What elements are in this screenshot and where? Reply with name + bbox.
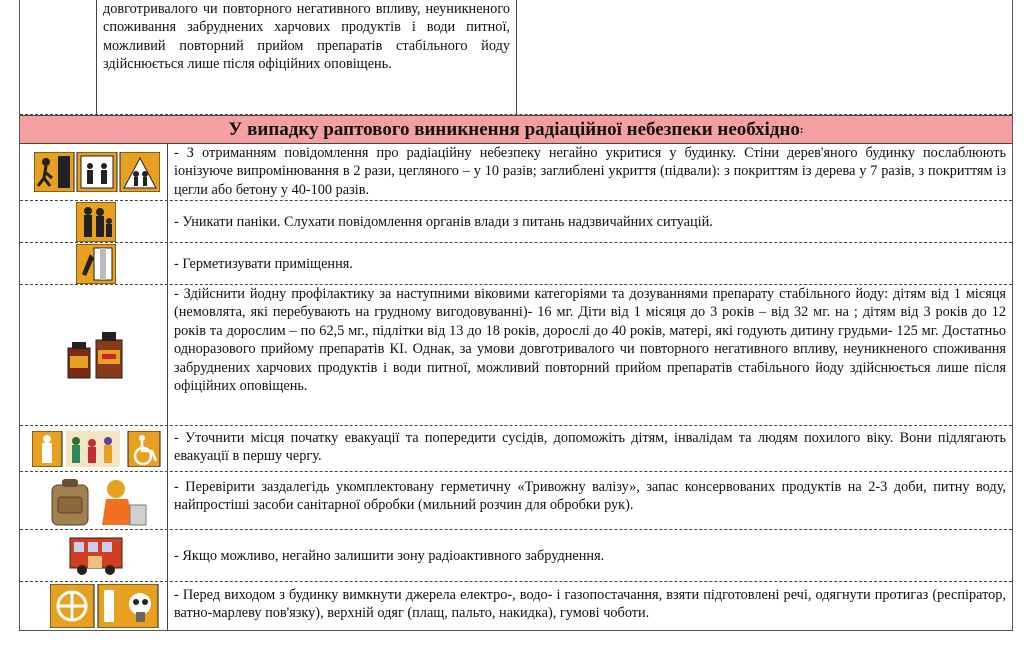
- shelter-icon: [34, 152, 160, 192]
- backpack-icon: [50, 475, 150, 527]
- top-continuation-row: [20, 0, 1012, 115]
- instruction-text: - Якщо можливо, негайно залишити зону радіоактивного забруднення.: [174, 548, 605, 564]
- instruction-text: - Уникати паніки. Слухати повідомлення органів влади з питань надзвичайних ситуацій.: [174, 214, 713, 230]
- utilities-icons: [20, 582, 168, 630]
- instruction-row-no-panic: [20, 201, 1012, 243]
- bus-icon: [68, 534, 124, 578]
- top-blank-cell: [517, 0, 1012, 114]
- instruction-text: - Здійснити йодну профілактику за наступними віковими категоріями та дозуваннями препарату стабільного йоду: дітям від 1 місяця (немовлята, які перебувають на грудному вигодовуванні)- 16 мг. Діти від 1 місяця до 3 років – від 32 мг. на ; дітям від 3 років до 12 років та дорослим – по 62,5 мг., підлітки від 13 до 18 років, дорослі до 40 років, матері, які годують дитину грудьми- 125 мг. Достатньо одноразового прийому препаратів КІ. Однак, за умови довготривалого чи повторного негативного впливу, неуникненого споживання забруднених харчових продуктів і води питної, можливий повторний прийом препаратів стабільного йоду здійснюється лише після офіційних оповіщень.: [174, 286, 1006, 395]
- instruction-row-before-leaving: [20, 582, 1012, 630]
- instruction-row-evacuation: [20, 426, 1012, 472]
- iodine-icon-cell: [20, 285, 168, 425]
- instruction-row-leave-zone: [20, 530, 1012, 582]
- shelter-icons: [20, 144, 168, 200]
- instruction-row-shelter: [20, 144, 1012, 201]
- instruction-table: [19, 0, 1013, 631]
- instruction-text: - Перевірити заздалегідь укомплектовану герметичну «Тривожну валізу», запас консервованих продуктів на 2-3 доби, питну воду, найпростіші засоби санітарної обробки (мильний розчин для обробки рук).: [174, 479, 1006, 514]
- evacuation-people-icon: [32, 431, 162, 467]
- instruction-text: - Уточнити місця початку евакуації та попередити сусідів, допоможіть дітям, інвалідам та людям похилого віку. Вони підлягають евакуації в першу чергу.: [174, 430, 1006, 465]
- instruction-row-seal: [20, 243, 1012, 285]
- evacuation-icons: [20, 426, 168, 471]
- utilities-gasmask-icon: [50, 584, 160, 628]
- window-seal-icon: [76, 244, 116, 284]
- family-icon: [76, 202, 116, 242]
- banner-colon: :: [799, 123, 804, 136]
- instruction-text: - З отриманням повідомлення про радіаційну небезпеку негайно укритися у будинку. Стіни дерев'яного будинку послаблюють іонізуюче випромінювання в 2 рази, цегляного – у 10 разів; заглиблені укриття (підвали): з покриттям із дерева у 7 разів, з покриттям із цегли або бетону у 40-100 разів.: [174, 145, 1006, 198]
- instruction-row-emergency-bag: [20, 472, 1012, 530]
- iodine-bottles-icon: [66, 330, 126, 380]
- family-icon-cell: [20, 201, 168, 242]
- bag-icons: [20, 472, 168, 529]
- top-empty-cell: [20, 0, 97, 114]
- instruction-text: - Перед виходом з будинку вимкнути джерела електро-, водо- і газопостачання, взяти підготовлені речі, одягнути протигаз (респіратор, ватно-марлеву пов'язку), верхній одяг (плащ, пальто, накидка), гумові чоботи.: [174, 587, 1006, 622]
- banner-title: У випадку раптового виникнення радіаційної небезпеки необхідно: [228, 118, 800, 140]
- instruction-row-iodine: [20, 285, 1012, 426]
- instruction-text: - Герметизувати приміщення.: [174, 256, 353, 272]
- top-continuation-text: довготривалого чи повторного негативного впливу, неуникненого споживання забруднених харчових продуктів і води питної, можливий повторний прийом препаратів стабільного йоду здійснюється лише після офіційних оповіщень.: [97, 0, 517, 114]
- bus-icon-cell: [20, 530, 168, 581]
- seal-icon-cell: [20, 243, 168, 284]
- section-banner: [20, 115, 1012, 144]
